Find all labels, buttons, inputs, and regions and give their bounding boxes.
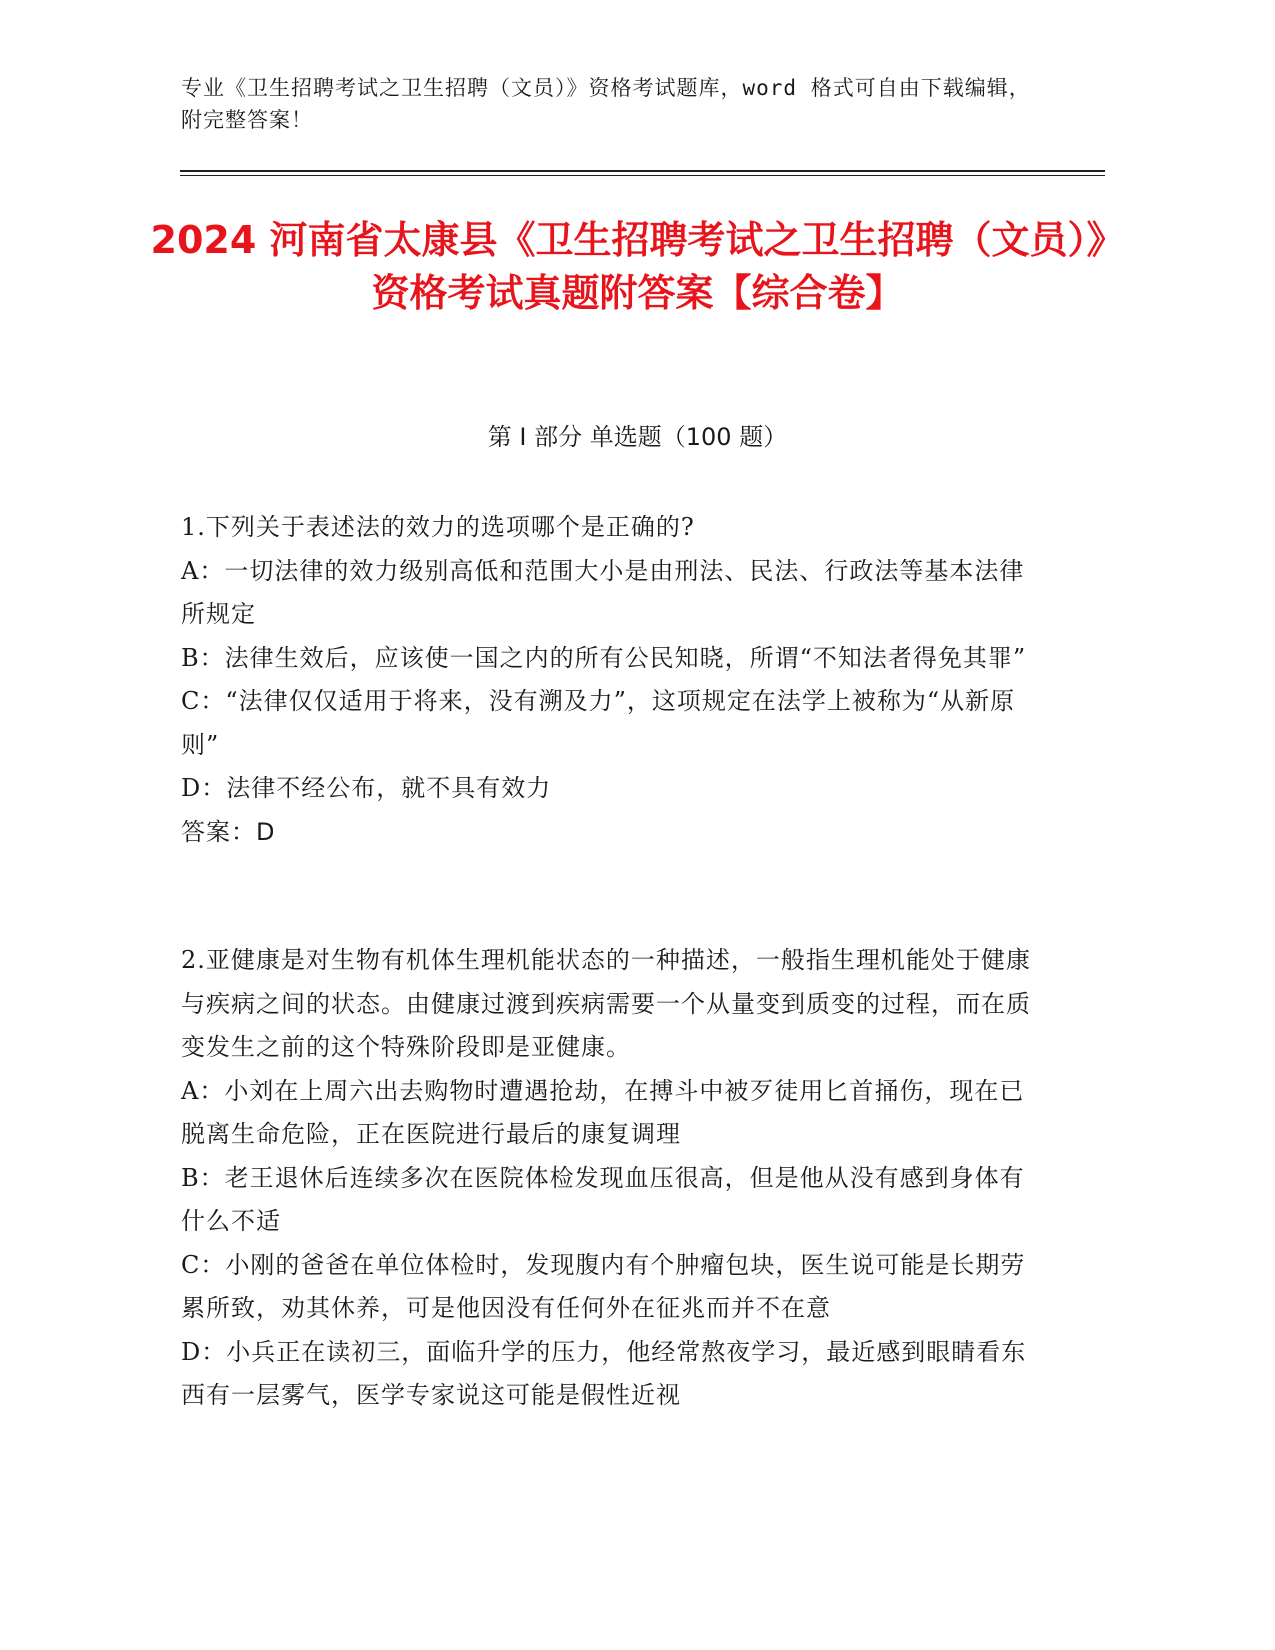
question-stem: 1.下列关于表述法的效力的选项哪个是正确的? [181, 513, 695, 541]
option-c: C：“法律仅仅适用于将来，没有溯及力”，这项规定在法学上被称为“从新原则” [181, 687, 1016, 759]
answer: 答案：D [181, 817, 276, 846]
option-b: B：老王退休后连续多次在医院体检发现血压很高，但是他从没有感到身体有什么不适 [181, 1163, 1025, 1235]
option-d: D：小兵正在读初三，面临升学的压力，他经常熬夜学习，最近感到眼睛看东西有一层雾气，医学专家说这可能是假性近视 [181, 1337, 1027, 1409]
option-a: A：一切法律的效力级别高低和范围大小是由刑法、民法、行政法等基本法律所规定 [181, 556, 1025, 628]
option-b: B：法律生效后，应该使一国之内的所有公民知晓，所谓“不知法者得免其罪” [181, 643, 1027, 672]
section-heading: 第 I 部分 单选题（100 题） [487, 423, 788, 451]
option-a: A：小刘在上周六出去购物时遭遇抢劫，在搏斗中被歹徒用匕首捅伤，现在已脱离生命危险，正在医院进行最后的康复调理 [181, 1076, 1025, 1148]
document-title: 2024 河南省太康县《卫生招聘考试之卫生招聘（文员）》资格考试真题附答案【综合卷】 [150, 218, 1125, 315]
header-divider-thin [180, 175, 1105, 176]
question-2 [181, 939, 1031, 1418]
header-divider [180, 170, 1105, 172]
option-d: D：法律不经公布，就不具有效力 [181, 774, 552, 802]
question-stem: 2.亚健康是对生物有机体生理机能状态的一种描述，一般指生理机能处于健康与疾病之间的状态。由健康过渡到疾病需要一个从量变到质变的过程，而在质变发生之前的这个特殊阶段即是亚健康。 [181, 946, 1031, 1061]
question-1 [181, 506, 1031, 854]
header-note: 专业《卫生招聘考试之卫生招聘（文员）》资格考试题库，word 格式可自由下载编辑，附完整答案！ [181, 76, 1031, 132]
option-c: C：小刚的爸爸在单位体检时，发现腹内有个肿瘤包块，医生说可能是长期劳累所致，劝其休养，可是他因没有任何外在征兆而并不在意 [181, 1250, 1026, 1322]
